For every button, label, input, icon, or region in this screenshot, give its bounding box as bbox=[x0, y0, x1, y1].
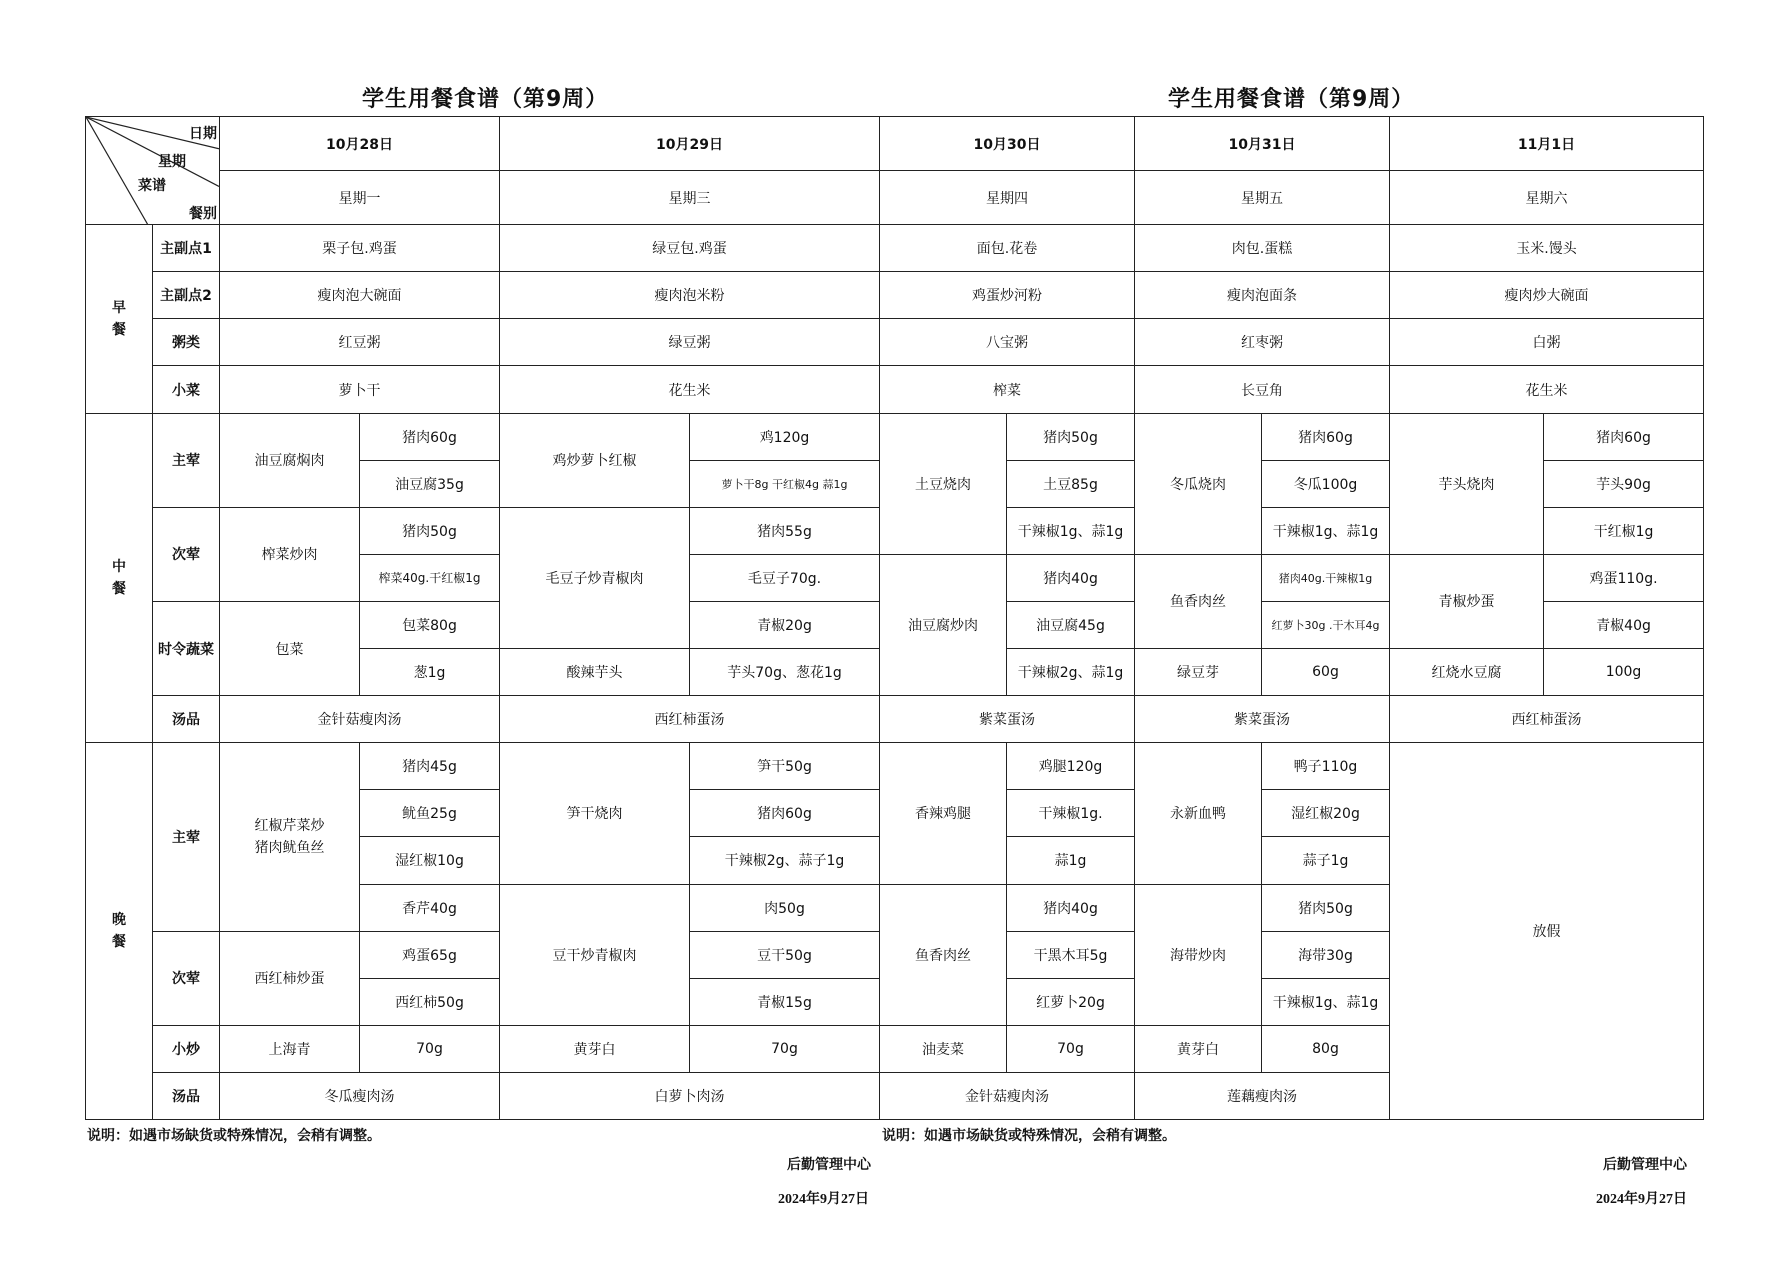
ingredient-cell: 香芹40g bbox=[360, 884, 500, 931]
row-label: 汤品 bbox=[153, 1072, 220, 1119]
ingredient-cell: 芋头70g、葱花1g bbox=[690, 649, 880, 696]
ingredient-cell: 100g bbox=[1544, 649, 1704, 696]
row-label: 主荤 bbox=[153, 413, 220, 507]
ingredient-cell: 70g bbox=[360, 1025, 500, 1072]
weekday-header: 星期三 bbox=[500, 171, 880, 225]
ingredient-cell: 猪肉55g bbox=[690, 507, 880, 554]
ingredient-cell: 红萝卜20g bbox=[1007, 978, 1135, 1025]
dish-cell: 芋头烧肉 bbox=[1390, 413, 1544, 554]
date-header: 11月1日 bbox=[1390, 117, 1704, 171]
menu-cell: 玉米.馒头 bbox=[1390, 225, 1704, 272]
ingredient-cell: 70g bbox=[1007, 1025, 1135, 1072]
menu-cell: 花生米 bbox=[1390, 366, 1704, 413]
row-label: 粥类 bbox=[153, 319, 220, 366]
corner-label-date: 日期 bbox=[189, 126, 217, 142]
ingredient-cell: 青椒40g bbox=[1544, 601, 1704, 648]
meal-label-text: 早 餐 bbox=[112, 299, 126, 338]
ingredient-cell: 干红椒1g bbox=[1544, 507, 1704, 554]
soup-cell: 西红柿蛋汤 bbox=[500, 696, 880, 743]
ingredient-cell: 土豆85g bbox=[1007, 460, 1135, 507]
menu-cell: 栗子包.鸡蛋 bbox=[220, 225, 500, 272]
dish-cell: 冬瓜烧肉 bbox=[1135, 413, 1262, 554]
footer-note-left: 说明：如遇市场缺货或特殊情况，会稍有调整。 bbox=[87, 1128, 381, 1144]
row-label: 汤品 bbox=[153, 696, 220, 743]
ingredient-cell: 青椒20g bbox=[690, 601, 880, 648]
ingredient-cell: 干辣椒2g、蒜1g bbox=[1007, 649, 1135, 696]
soup-cell: 金针菇瘦肉汤 bbox=[220, 696, 500, 743]
ingredient-cell: 鸡蛋110g. bbox=[1544, 554, 1704, 601]
menu-title-right: 学生用餐食谱（第9周） bbox=[1168, 87, 1415, 112]
dish-cell: 黄芽白 bbox=[500, 1025, 690, 1072]
meal-label-text: 晚 餐 bbox=[112, 912, 126, 951]
soup-cell: 金针菇瘦肉汤 bbox=[880, 1072, 1135, 1119]
ingredient-cell: 干黑木耳5g bbox=[1007, 931, 1135, 978]
menu-cell: 瘦肉炒大碗面 bbox=[1390, 272, 1704, 319]
menu-cell: 肉包.蛋糕 bbox=[1135, 225, 1390, 272]
menu-cell: 绿豆粥 bbox=[500, 319, 880, 366]
ingredient-cell: 猪肉50g bbox=[1262, 884, 1390, 931]
ingredient-cell: 鸭子110g bbox=[1262, 743, 1390, 790]
ingredient-cell: 鸡120g bbox=[690, 413, 880, 460]
menu-cell: 花生米 bbox=[500, 366, 880, 413]
ingredient-cell: 湿红椒20g bbox=[1262, 790, 1390, 837]
menu-cell: 面包.花卷 bbox=[880, 225, 1135, 272]
weekday-header: 星期四 bbox=[880, 171, 1135, 225]
ingredient-cell: 西红柿50g bbox=[360, 978, 500, 1025]
ingredient-cell: 豆干50g bbox=[690, 931, 880, 978]
dish-cell: 油麦菜 bbox=[880, 1025, 1007, 1072]
corner-label-weekday: 星期 bbox=[158, 154, 186, 170]
dish-cell: 笋干烧肉 bbox=[500, 743, 690, 884]
date-header: 10月28日 bbox=[220, 117, 500, 171]
ingredient-cell: 猪肉40g.干辣椒1g bbox=[1262, 554, 1390, 601]
dish-cell: 鱼香肉丝 bbox=[1135, 554, 1262, 648]
dish-cell: 豆干炒青椒肉 bbox=[500, 884, 690, 1025]
dish-cell: 榨菜炒肉 bbox=[220, 507, 360, 601]
dish-cell: 油豆腐焖肉 bbox=[220, 413, 360, 507]
dish-cell: 酸辣芋头 bbox=[500, 649, 690, 696]
ingredient-cell: 70g bbox=[690, 1025, 880, 1072]
meal-label-text: 中 餐 bbox=[112, 558, 126, 597]
meal-label-dinner bbox=[86, 743, 153, 1120]
issue-date-left: 2024年9月27日 bbox=[778, 1192, 869, 1207]
dish-cell: 土豆烧肉 bbox=[880, 413, 1007, 554]
ingredient-cell: 蒜子1g bbox=[1262, 837, 1390, 884]
ingredient-cell: 萝卜干8g 干红椒4g 蒜1g bbox=[690, 460, 880, 507]
header-corner-cell bbox=[86, 117, 220, 225]
ingredient-cell: 海带30g bbox=[1262, 931, 1390, 978]
ingredient-cell: 猪肉60g bbox=[1544, 413, 1704, 460]
menu-cell: 榨菜 bbox=[880, 366, 1135, 413]
dish-cell: 红椒芹菜炒猪肉鱿鱼丝 bbox=[220, 743, 360, 931]
dish-cell: 上海青 bbox=[220, 1025, 360, 1072]
soup-cell: 西红柿蛋汤 bbox=[1390, 696, 1704, 743]
menu-cell: 长豆角 bbox=[1135, 366, 1390, 413]
ingredient-cell: 80g bbox=[1262, 1025, 1390, 1072]
ingredient-cell: 葱1g bbox=[360, 649, 500, 696]
row-label: 次荤 bbox=[153, 507, 220, 601]
ingredient-cell: 青椒15g bbox=[690, 978, 880, 1025]
ingredient-cell: 猪肉40g bbox=[1007, 884, 1135, 931]
row-label: 主副点2 bbox=[153, 272, 220, 319]
dish-cell: 毛豆子炒青椒肉 bbox=[500, 507, 690, 648]
row-label: 次荤 bbox=[153, 931, 220, 1025]
soup-cell: 紫菜蛋汤 bbox=[1135, 696, 1390, 743]
dish-cell: 海带炒肉 bbox=[1135, 884, 1262, 1025]
menu-cell: 白粥 bbox=[1390, 319, 1704, 366]
dish-cell: 香辣鸡腿 bbox=[880, 743, 1007, 884]
ingredient-cell: 油豆腐45g bbox=[1007, 601, 1135, 648]
row-label: 小菜 bbox=[153, 366, 220, 413]
ingredient-cell: 干辣椒1g、蒜1g bbox=[1007, 507, 1135, 554]
menu-title-left: 学生用餐食谱（第9周） bbox=[362, 87, 609, 112]
holiday-cell: 放假 bbox=[1390, 743, 1704, 1120]
soup-cell: 莲藕瘦肉汤 bbox=[1135, 1072, 1390, 1119]
menu-cell: 瘦肉泡大碗面 bbox=[220, 272, 500, 319]
ingredient-cell: 榨菜40g.干红椒1g bbox=[360, 554, 500, 601]
ingredient-cell: 蒜1g bbox=[1007, 837, 1135, 884]
row-label: 主副点1 bbox=[153, 225, 220, 272]
ingredient-cell: 猪肉45g bbox=[360, 743, 500, 790]
dish-cell: 鱼香肉丝 bbox=[880, 884, 1007, 1025]
date-header: 10月31日 bbox=[1135, 117, 1390, 171]
department-signature-left: 后勤管理中心 bbox=[787, 1157, 871, 1173]
ingredient-cell: 猪肉40g bbox=[1007, 554, 1135, 601]
dish-cell: 鸡炒萝卜红椒 bbox=[500, 413, 690, 507]
ingredient-cell: 鸡腿120g bbox=[1007, 743, 1135, 790]
ingredient-cell: 湿红椒10g bbox=[360, 837, 500, 884]
ingredient-cell: 红萝卜30g .干木耳4g bbox=[1262, 601, 1390, 648]
ingredient-cell: 毛豆子70g. bbox=[690, 554, 880, 601]
weekly-menu-table bbox=[85, 116, 1704, 1120]
menu-cell: 红豆粥 bbox=[220, 319, 500, 366]
ingredient-cell: 60g bbox=[1262, 649, 1390, 696]
menu-cell: 萝卜干 bbox=[220, 366, 500, 413]
ingredient-cell: 猪肉60g bbox=[1262, 413, 1390, 460]
ingredient-cell: 芋头90g bbox=[1544, 460, 1704, 507]
menu-cell: 红枣粥 bbox=[1135, 319, 1390, 366]
date-header: 10月29日 bbox=[500, 117, 880, 171]
ingredient-cell: 冬瓜100g bbox=[1262, 460, 1390, 507]
issue-date-right: 2024年9月27日 bbox=[1596, 1192, 1687, 1207]
ingredient-cell: 鱿鱼25g bbox=[360, 790, 500, 837]
ingredient-cell: 包菜80g bbox=[360, 601, 500, 648]
soup-cell: 白萝卜肉汤 bbox=[500, 1072, 880, 1119]
ingredient-cell: 猪肉60g bbox=[690, 790, 880, 837]
menu-cell: 八宝粥 bbox=[880, 319, 1135, 366]
ingredient-cell: 笋干50g bbox=[690, 743, 880, 790]
row-label: 小炒 bbox=[153, 1025, 220, 1072]
ingredient-cell: 鸡蛋65g bbox=[360, 931, 500, 978]
ingredient-cell: 干辣椒1g、蒜1g bbox=[1262, 507, 1390, 554]
dish-cell: 西红柿炒蛋 bbox=[220, 931, 360, 1025]
weekday-header: 星期五 bbox=[1135, 171, 1390, 225]
date-header: 10月30日 bbox=[880, 117, 1135, 171]
ingredient-cell: 肉50g bbox=[690, 884, 880, 931]
dish-cell: 绿豆芽 bbox=[1135, 649, 1262, 696]
corner-label-meal: 餐别 bbox=[189, 206, 217, 222]
weekday-header: 星期六 bbox=[1390, 171, 1704, 225]
ingredient-cell: 猪肉50g bbox=[1007, 413, 1135, 460]
dish-cell: 青椒炒蛋 bbox=[1390, 554, 1544, 648]
dish-cell: 红烧水豆腐 bbox=[1390, 649, 1544, 696]
menu-cell: 瘦肉泡米粉 bbox=[500, 272, 880, 319]
meal-label-breakfast bbox=[86, 225, 153, 413]
ingredient-cell: 油豆腐35g bbox=[360, 460, 500, 507]
soup-cell: 冬瓜瘦肉汤 bbox=[220, 1072, 500, 1119]
weekday-header: 星期一 bbox=[220, 171, 500, 225]
footer-note-right: 说明：如遇市场缺货或特殊情况，会稍有调整。 bbox=[882, 1128, 1176, 1144]
dish-cell: 黄芽白 bbox=[1135, 1025, 1262, 1072]
dish-cell: 永新血鸭 bbox=[1135, 743, 1262, 884]
ingredient-cell: 猪肉60g bbox=[360, 413, 500, 460]
menu-cell: 绿豆包.鸡蛋 bbox=[500, 225, 880, 272]
ingredient-cell: 干辣椒1g. bbox=[1007, 790, 1135, 837]
menu-cell: 鸡蛋炒河粉 bbox=[880, 272, 1135, 319]
department-signature-right: 后勤管理中心 bbox=[1603, 1157, 1687, 1173]
meal-label-lunch bbox=[86, 413, 153, 743]
ingredient-cell: 猪肉50g bbox=[360, 507, 500, 554]
corner-label-menu: 菜谱 bbox=[138, 178, 166, 194]
dish-cell: 包菜 bbox=[220, 601, 360, 695]
ingredient-cell: 干辣椒2g、蒜子1g bbox=[690, 837, 880, 884]
ingredient-cell: 干辣椒1g、蒜1g bbox=[1262, 978, 1390, 1025]
dish-cell: 油豆腐炒肉 bbox=[880, 554, 1007, 695]
row-label: 时令蔬菜 bbox=[153, 601, 220, 695]
menu-cell: 瘦肉泡面条 bbox=[1135, 272, 1390, 319]
soup-cell: 紫菜蛋汤 bbox=[880, 696, 1135, 743]
row-label: 主荤 bbox=[153, 743, 220, 931]
